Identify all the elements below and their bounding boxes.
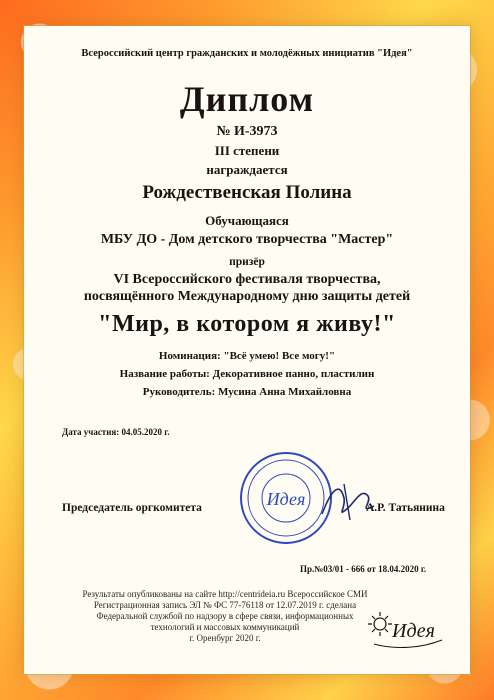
chair-name: А.Р. Татьянина: [366, 502, 445, 514]
diploma-number: № И-3973: [216, 124, 278, 139]
seal-text: Идея: [266, 489, 306, 509]
recipient-status: Обучающаяся: [205, 213, 289, 228]
awarded-text: награждается: [206, 162, 288, 177]
footer-line-3: Федеральной службой по надзору в сфере связи, информационных: [96, 611, 354, 621]
festival-line-2: посвящённого Международному дню защиты детей: [83, 289, 411, 304]
logo-text: Идея: [392, 620, 435, 642]
recipient-name: Рождественская Полина: [142, 182, 352, 203]
nomination: Номинация: "Всё умею! Все могу!": [158, 350, 336, 362]
footer-line-5: г. Оренбург 2020 г.: [189, 633, 261, 643]
chair-label: Председатель оргкомитета: [62, 502, 202, 514]
award-place: призёр: [229, 256, 265, 268]
order-number: Пр.№03/01 - 666 от 18.04.2020 г.: [300, 564, 427, 574]
institution-name: МБУ ДО - Дом детского творчества "Мастер": [100, 232, 394, 247]
supervisor: Руководитель: Мусина Анна Михайловна: [142, 386, 352, 398]
diploma-degree: III степени: [214, 143, 280, 158]
festival-theme: "Мир, в котором я живу!": [98, 311, 396, 337]
participation-date: Дата участия: 04.05.2020 г.: [62, 427, 170, 437]
signature: [318, 478, 378, 524]
footer-line-2: Регистрационная запись ЭЛ № ФС 77-76118 от 12.07.2019 г. сделана: [93, 600, 357, 610]
footer-line-4: технологий и массовых коммуникаций: [150, 622, 300, 632]
organization-name: Всероссийский центр гражданских и молодёжных инициатив "Идея": [81, 48, 413, 59]
festival-line-1: VI Всероссийского фестиваля творчества,: [113, 272, 381, 287]
footer-line-1: Результаты опубликованы на сайте http://centrideia.ru Всероссийское СМИ: [82, 589, 368, 599]
diploma-title: Диплом: [179, 79, 315, 119]
work-name: Название работы: Декоративное панно, пластилин: [119, 368, 375, 380]
